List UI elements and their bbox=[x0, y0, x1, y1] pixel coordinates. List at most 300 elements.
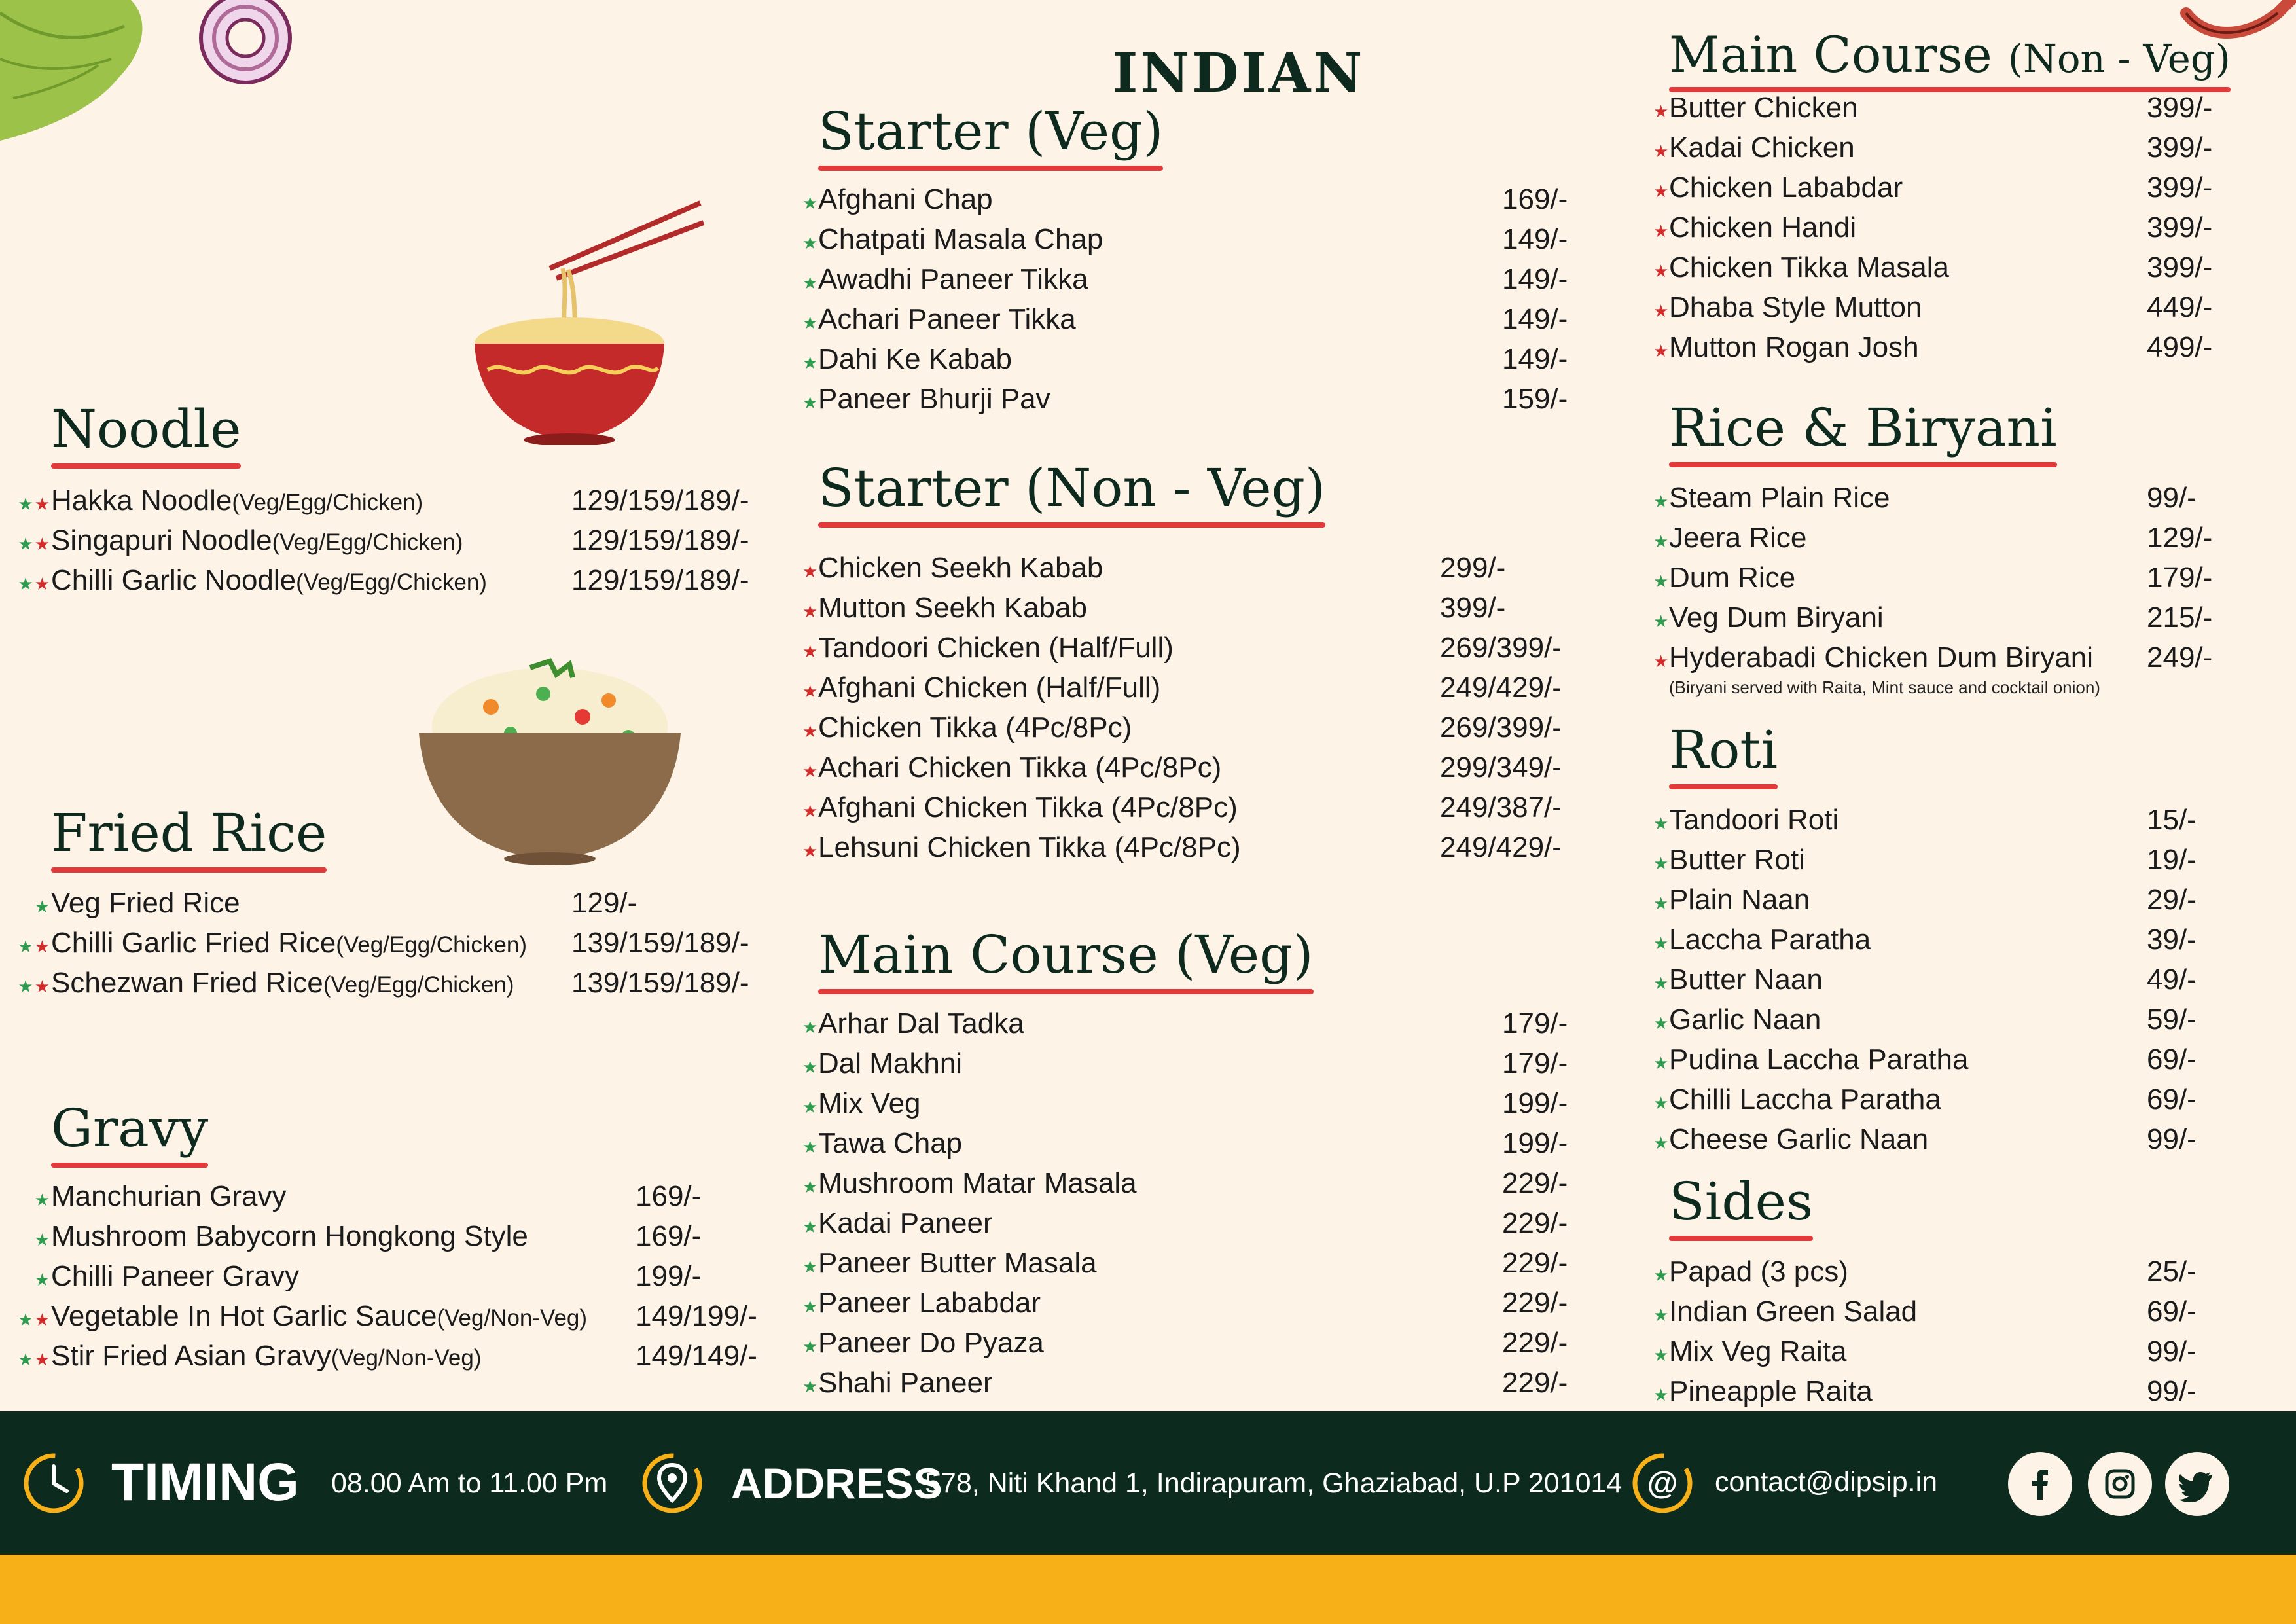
nonveg-star-icon: ★ bbox=[802, 641, 819, 661]
item-price: 129/- bbox=[571, 887, 637, 919]
footer bbox=[0, 1411, 2296, 1555]
veg-star-icon: ★ bbox=[802, 393, 819, 412]
item-price: 299/- bbox=[1440, 552, 1506, 584]
item-price: 99/- bbox=[2147, 1123, 2197, 1155]
item-note: (Veg/Egg/Chicken) bbox=[296, 569, 487, 595]
item-price: 29/- bbox=[2147, 884, 2197, 916]
item-price: 169/- bbox=[636, 1220, 702, 1252]
item-price: 269/399/- bbox=[1440, 712, 1562, 744]
item-name: Chilli Laccha Paratha bbox=[1669, 1083, 1941, 1115]
menu-item bbox=[1653, 1335, 2197, 1375]
item-price: 99/- bbox=[2147, 482, 2197, 514]
menu-item bbox=[1653, 804, 2197, 844]
veg-star-icon: ★ bbox=[802, 1257, 819, 1276]
diet-mark-icon bbox=[13, 1350, 51, 1370]
location-icon bbox=[638, 1449, 706, 1517]
diet-mark-icon bbox=[1653, 1345, 1669, 1365]
item-price: 139/159/189/- bbox=[571, 967, 749, 999]
item-price: 149/- bbox=[1502, 303, 1568, 335]
menu-item bbox=[1653, 132, 2213, 171]
item-name: Hakka Noodle bbox=[51, 484, 232, 516]
item-name: Butter Roti bbox=[1669, 844, 1805, 876]
diet-mark-icon bbox=[13, 1270, 51, 1290]
diet-mark-icon bbox=[13, 1310, 51, 1330]
diet-mark-icon bbox=[13, 937, 51, 957]
veg-star-icon: ★ bbox=[802, 233, 819, 253]
diet-mark-icon bbox=[1653, 1385, 1669, 1405]
veg-star-icon: ★ bbox=[1653, 1093, 1670, 1113]
section-heading bbox=[1669, 398, 2057, 467]
item-name: Manchurian Gravy bbox=[51, 1180, 287, 1212]
item-note: (Veg/Non-Veg) bbox=[331, 1345, 482, 1371]
item-price: 499/- bbox=[2147, 331, 2213, 363]
menu-item bbox=[802, 1007, 1568, 1047]
section-title bbox=[51, 803, 327, 873]
item-price: 179/- bbox=[1502, 1047, 1568, 1079]
menu-item bbox=[802, 751, 1562, 791]
menu-item bbox=[1653, 1295, 2197, 1335]
menu-item bbox=[1653, 884, 2197, 924]
section-title-text: Noodle bbox=[51, 399, 242, 460]
menu-item bbox=[1653, 482, 2197, 522]
veg-star-icon: ★ bbox=[1653, 1133, 1670, 1153]
section-title-text: Fried Rice bbox=[51, 803, 327, 863]
diet-mark-icon bbox=[13, 574, 51, 594]
section-heading bbox=[51, 1098, 208, 1168]
section-underline bbox=[51, 867, 327, 873]
item-name: Veg Dum Biryani bbox=[1669, 602, 1884, 634]
veg-star-icon: ★ bbox=[1653, 973, 1670, 993]
veg-star-icon: ★ bbox=[1653, 532, 1670, 551]
menu-item bbox=[13, 927, 749, 967]
menu-item bbox=[13, 967, 749, 1007]
diet-mark-icon bbox=[1653, 1053, 1669, 1074]
veg-star-icon: ★ bbox=[18, 534, 35, 554]
footer-accent-band bbox=[0, 1555, 2296, 1624]
address-label: ADDRESS bbox=[731, 1459, 942, 1507]
menu-item bbox=[802, 592, 1506, 632]
item-name: Shahi Paneer bbox=[818, 1367, 993, 1399]
diet-mark-icon bbox=[802, 1297, 818, 1317]
instagram-icon[interactable] bbox=[2088, 1452, 2152, 1516]
item-name: Mutton Seekh Kabab bbox=[818, 592, 1087, 624]
item-note: (Veg/Egg/Chicken) bbox=[323, 972, 514, 998]
diet-mark-icon bbox=[802, 353, 818, 373]
item-name: Garlic Naan bbox=[1669, 1003, 1821, 1036]
diet-mark-icon bbox=[1653, 1265, 1669, 1286]
menu-item bbox=[1653, 291, 2213, 331]
item-price: 39/- bbox=[2147, 924, 2197, 956]
veg-star-icon: ★ bbox=[1653, 854, 1670, 873]
item-name: Pineapple Raita bbox=[1669, 1375, 1873, 1407]
nonveg-star-icon: ★ bbox=[34, 1310, 51, 1329]
nonveg-star-icon: ★ bbox=[34, 937, 51, 956]
item-name: Chicken Handi bbox=[1669, 211, 1857, 244]
diet-mark-icon bbox=[1653, 814, 1669, 834]
item-name: Stir Fried Asian Gravy bbox=[51, 1340, 331, 1372]
section-underline bbox=[51, 463, 241, 469]
item-price: 159/- bbox=[1502, 383, 1568, 415]
item-name: Cheese Garlic Naan bbox=[1669, 1123, 1929, 1155]
veg-star-icon: ★ bbox=[802, 1017, 819, 1037]
diet-mark-icon bbox=[802, 1337, 818, 1357]
diet-mark-icon bbox=[1653, 341, 1669, 361]
diet-mark-icon bbox=[1653, 101, 1669, 122]
veg-star-icon: ★ bbox=[18, 494, 35, 514]
menu-item bbox=[802, 791, 1562, 831]
menu-item bbox=[802, 343, 1568, 383]
diet-mark-icon bbox=[1653, 261, 1669, 281]
item-name: Mix Veg Raita bbox=[1669, 1335, 1847, 1367]
nonveg-star-icon: ★ bbox=[1653, 101, 1670, 121]
diet-mark-icon bbox=[1653, 181, 1669, 202]
diet-mark-icon bbox=[802, 641, 818, 662]
timing-label: TIMING bbox=[111, 1453, 299, 1512]
item-price: 299/349/- bbox=[1440, 751, 1562, 784]
menu-item bbox=[802, 1367, 1568, 1407]
section-title-text: Rice & Biryani bbox=[1669, 397, 2057, 458]
item-name: Tandoori Roti bbox=[1669, 804, 1839, 836]
twitter-icon[interactable] bbox=[2165, 1452, 2229, 1516]
menu-item bbox=[1653, 92, 2213, 132]
nonveg-star-icon: ★ bbox=[34, 494, 51, 514]
item-name: Mushroom Matar Masala bbox=[818, 1167, 1137, 1199]
menu-item bbox=[802, 1207, 1568, 1247]
item-name: Paneer Lababdar bbox=[818, 1287, 1041, 1319]
item-name: Afghani Chicken (Half/Full) bbox=[818, 672, 1161, 704]
nonveg-star-icon: ★ bbox=[802, 721, 819, 741]
item-price: 449/- bbox=[2147, 291, 2213, 323]
timing-value: 08.00 Am to 11.00 Pm bbox=[331, 1468, 608, 1499]
section-underline bbox=[818, 989, 1314, 994]
section-heading bbox=[51, 803, 327, 873]
diet-mark-icon bbox=[802, 681, 818, 702]
section-underline bbox=[818, 166, 1163, 171]
diet-mark-icon bbox=[13, 1190, 51, 1210]
menu-item bbox=[13, 1180, 702, 1220]
section-title-text: Roti bbox=[1669, 719, 1778, 780]
menu-item bbox=[802, 383, 1568, 423]
page-title: INDIAN bbox=[1113, 42, 1365, 105]
nonveg-star-icon: ★ bbox=[802, 841, 819, 861]
diet-mark-icon bbox=[1653, 1013, 1669, 1034]
item-price: 149/199/- bbox=[636, 1300, 757, 1332]
item-price: 59/- bbox=[2147, 1003, 2197, 1036]
section-underline bbox=[1669, 462, 2057, 467]
veg-star-icon: ★ bbox=[802, 1137, 819, 1157]
veg-star-icon: ★ bbox=[18, 937, 35, 956]
diet-mark-icon bbox=[802, 1057, 818, 1077]
diet-mark-icon bbox=[802, 1377, 818, 1397]
diet-mark-icon bbox=[1653, 1133, 1669, 1153]
fried-rice-bowl-illustration bbox=[412, 655, 687, 871]
item-price: 69/- bbox=[2147, 1295, 2197, 1327]
item-name: Hyderabadi Chicken Dum Biryani bbox=[1669, 641, 2094, 674]
diet-mark-icon bbox=[1653, 492, 1669, 512]
menu-item bbox=[802, 303, 1568, 343]
veg-star-icon: ★ bbox=[1653, 893, 1670, 913]
item-name: Schezwan Fried Rice bbox=[51, 967, 323, 999]
diet-mark-icon bbox=[802, 1217, 818, 1237]
lettuce-onion-illustration bbox=[0, 0, 327, 151]
item-name: Plain Naan bbox=[1669, 884, 1810, 916]
menu-item bbox=[1653, 331, 2213, 371]
item-name: Mushroom Babycorn Hongkong Style bbox=[51, 1220, 528, 1252]
diet-mark-icon bbox=[802, 273, 818, 293]
veg-star-icon: ★ bbox=[1653, 1053, 1670, 1073]
menu-item bbox=[802, 831, 1562, 871]
nonveg-star-icon: ★ bbox=[1653, 261, 1670, 281]
item-name: Singapuri Noodle bbox=[51, 524, 272, 556]
item-price: 229/- bbox=[1502, 1167, 1568, 1199]
diet-mark-icon bbox=[1653, 973, 1669, 994]
diet-mark-icon bbox=[1653, 651, 1669, 672]
item-name: Tandoori Chicken (Half/Full) bbox=[818, 632, 1174, 664]
section-title bbox=[818, 458, 1325, 528]
item-name: Afghani Chap bbox=[818, 183, 993, 215]
diet-mark-icon bbox=[802, 602, 818, 622]
item-name: Afghani Chicken Tikka (4Pc/8Pc) bbox=[818, 791, 1238, 823]
nonveg-star-icon: ★ bbox=[34, 534, 51, 554]
menu-item bbox=[1653, 1375, 2197, 1415]
diet-mark-icon bbox=[1653, 1305, 1669, 1326]
diet-mark-icon bbox=[802, 562, 818, 582]
item-name: Chatpati Masala Chap bbox=[818, 223, 1103, 255]
item-name: Pudina Laccha Paratha bbox=[1669, 1043, 1969, 1075]
menu-item bbox=[802, 712, 1562, 751]
section-underline bbox=[51, 1163, 208, 1168]
item-price: 149/- bbox=[1502, 263, 1568, 295]
diet-mark-icon bbox=[802, 841, 818, 861]
section-heading bbox=[51, 399, 241, 469]
item-price: 179/- bbox=[2147, 562, 2213, 594]
diet-mark-icon bbox=[1653, 221, 1669, 242]
item-name: Dhaba Style Mutton bbox=[1669, 291, 1922, 323]
diet-mark-icon bbox=[1653, 893, 1669, 914]
menu-item bbox=[802, 183, 1568, 223]
section-title-text: Main Course (Veg) bbox=[818, 924, 1314, 985]
veg-star-icon: ★ bbox=[34, 1230, 51, 1250]
section-heading bbox=[818, 458, 1325, 528]
clock-icon bbox=[20, 1449, 88, 1517]
item-name: Arhar Dal Tadka bbox=[818, 1007, 1024, 1039]
diet-mark-icon bbox=[802, 721, 818, 742]
section-title bbox=[1669, 398, 2057, 467]
section-title bbox=[1669, 1172, 1813, 1241]
item-name: Butter Naan bbox=[1669, 964, 1823, 996]
item-price: 229/- bbox=[1502, 1247, 1568, 1279]
section-heading bbox=[818, 101, 1163, 171]
veg-star-icon: ★ bbox=[802, 313, 819, 333]
svg-text:@: @ bbox=[1647, 1466, 1678, 1501]
nonveg-star-icon: ★ bbox=[34, 574, 51, 594]
diet-mark-icon bbox=[802, 1097, 818, 1117]
menu-item bbox=[13, 1260, 702, 1300]
veg-star-icon: ★ bbox=[1653, 1385, 1670, 1405]
item-price: 169/- bbox=[1502, 183, 1568, 215]
section-title-text: Starter (Non - Veg) bbox=[818, 458, 1326, 518]
section-heading bbox=[1669, 720, 1778, 789]
item-price: 399/- bbox=[2147, 92, 2213, 124]
menu-item bbox=[1653, 562, 2213, 602]
item-name: Steam Plain Rice bbox=[1669, 482, 1890, 514]
section-title-text: Starter (Veg) bbox=[818, 101, 1164, 162]
menu-item bbox=[802, 1327, 1568, 1367]
item-price: 399/- bbox=[2147, 211, 2213, 244]
menu-item bbox=[1653, 522, 2213, 562]
item-price: 229/- bbox=[1502, 1367, 1568, 1399]
diet-mark-icon bbox=[802, 761, 818, 782]
veg-star-icon: ★ bbox=[1653, 1265, 1670, 1285]
item-note: (Veg/Egg/Chicken) bbox=[232, 490, 423, 515]
item-price: 169/- bbox=[636, 1180, 702, 1212]
menu-item bbox=[1653, 171, 2213, 211]
menu-item bbox=[1653, 602, 2213, 641]
item-name: Mix Veg bbox=[818, 1087, 921, 1119]
item-price: 179/- bbox=[1502, 1007, 1568, 1039]
item-price: 25/- bbox=[2147, 1255, 2197, 1288]
menu-item bbox=[1653, 1255, 2197, 1295]
item-note: (Veg/Non-Veg) bbox=[437, 1305, 588, 1331]
menu-item bbox=[1653, 251, 2213, 291]
item-price: 399/- bbox=[2147, 251, 2213, 283]
diet-mark-icon bbox=[1653, 611, 1669, 632]
diet-mark-icon bbox=[802, 233, 818, 253]
veg-star-icon: ★ bbox=[1653, 611, 1670, 631]
veg-star-icon: ★ bbox=[34, 1190, 51, 1210]
veg-star-icon: ★ bbox=[1653, 492, 1670, 511]
item-name: Chicken Tikka Masala bbox=[1669, 251, 1949, 283]
section-underline bbox=[1669, 784, 1778, 789]
veg-star-icon: ★ bbox=[18, 1350, 35, 1369]
item-price: 99/- bbox=[2147, 1375, 2197, 1407]
menu-item bbox=[1653, 641, 2213, 681]
nonveg-star-icon: ★ bbox=[802, 801, 819, 821]
item-price: 19/- bbox=[2147, 844, 2197, 876]
veg-star-icon: ★ bbox=[1653, 571, 1670, 591]
diet-mark-icon bbox=[802, 193, 818, 213]
item-price: 199/- bbox=[1502, 1087, 1568, 1119]
section-title-text: Main Course bbox=[1669, 26, 2008, 84]
veg-star-icon: ★ bbox=[34, 897, 51, 916]
diet-mark-icon bbox=[1653, 854, 1669, 874]
item-price: 399/- bbox=[2147, 171, 2213, 204]
section-title bbox=[818, 101, 1163, 171]
item-price: 229/- bbox=[1502, 1287, 1568, 1319]
item-price: 69/- bbox=[2147, 1083, 2197, 1115]
diet-mark-icon bbox=[802, 1017, 818, 1038]
menu-item bbox=[802, 1047, 1568, 1087]
diet-mark-icon bbox=[1653, 532, 1669, 552]
menu-item bbox=[1653, 1003, 2197, 1043]
section-underline bbox=[818, 522, 1325, 528]
noodle-bowl-illustration bbox=[471, 196, 707, 445]
section-title bbox=[51, 1098, 208, 1168]
item-note: (Veg/Egg/Chicken) bbox=[272, 530, 463, 555]
item-name: Achari Chicken Tikka (4Pc/8Pc) bbox=[818, 751, 1222, 784]
diet-mark-icon bbox=[13, 534, 51, 554]
veg-star-icon: ★ bbox=[18, 1310, 35, 1329]
item-price: 199/- bbox=[1502, 1127, 1568, 1159]
item-price: 129/159/189/- bbox=[571, 524, 749, 556]
diet-mark-icon bbox=[802, 1257, 818, 1277]
menu-item bbox=[802, 1127, 1568, 1167]
item-name: Dal Makhni bbox=[818, 1047, 963, 1079]
section-title-sub: (Non - Veg) bbox=[2007, 36, 2231, 81]
item-name: Chilli Garlic Noodle bbox=[51, 564, 296, 596]
item-price: 149/- bbox=[1502, 223, 1568, 255]
item-price: 129/159/189/- bbox=[571, 484, 749, 516]
item-name: Chilli Garlic Fried Rice bbox=[51, 927, 336, 959]
veg-star-icon: ★ bbox=[802, 1177, 819, 1197]
nonveg-star-icon: ★ bbox=[1653, 181, 1670, 201]
menu-item bbox=[802, 1087, 1568, 1127]
contact-value[interactable]: contact@dipsip.in bbox=[1715, 1466, 1938, 1498]
diet-mark-icon bbox=[1653, 1093, 1669, 1113]
item-price: 249/- bbox=[2147, 641, 2213, 674]
item-price: 399/- bbox=[1440, 592, 1506, 624]
menu-item bbox=[13, 887, 637, 927]
menu-item bbox=[13, 484, 749, 524]
diet-mark-icon bbox=[802, 1137, 818, 1157]
item-note: (Veg/Egg/Chicken) bbox=[336, 932, 528, 958]
section-heading bbox=[818, 925, 1314, 994]
section-title bbox=[51, 399, 241, 469]
diet-mark-icon bbox=[802, 393, 818, 413]
nonveg-star-icon: ★ bbox=[34, 977, 51, 996]
diet-mark-icon bbox=[13, 897, 51, 917]
facebook-icon[interactable] bbox=[2008, 1452, 2072, 1516]
veg-star-icon: ★ bbox=[802, 1337, 819, 1356]
diet-mark-icon bbox=[1653, 301, 1669, 321]
address-value: 578, Niti Khand 1, Indirapuram, Ghaziabad, U.P 201014 bbox=[925, 1468, 1623, 1499]
item-name: Vegetable In Hot Garlic Sauce bbox=[51, 1300, 437, 1332]
item-price: 149/- bbox=[1502, 343, 1568, 375]
menu-item bbox=[802, 632, 1562, 672]
section-title-text: Sides bbox=[1669, 1171, 1813, 1232]
item-name: Veg Fried Rice bbox=[51, 887, 240, 919]
item-name: Awadhi Paneer Tikka bbox=[818, 263, 1088, 295]
diet-mark-icon bbox=[13, 977, 51, 997]
item-price: 229/- bbox=[1502, 1207, 1568, 1239]
veg-star-icon: ★ bbox=[802, 1377, 819, 1396]
nonveg-star-icon: ★ bbox=[1653, 341, 1670, 361]
veg-star-icon: ★ bbox=[802, 1217, 819, 1236]
veg-star-icon: ★ bbox=[802, 1057, 819, 1077]
veg-star-icon: ★ bbox=[34, 1270, 51, 1290]
menu-item bbox=[13, 524, 749, 564]
nonveg-star-icon: ★ bbox=[802, 681, 819, 701]
veg-star-icon: ★ bbox=[802, 193, 819, 213]
item-price: 215/- bbox=[2147, 602, 2213, 634]
item-price: 49/- bbox=[2147, 964, 2197, 996]
menu-item bbox=[13, 1300, 757, 1340]
item-name: Kadai Paneer bbox=[818, 1207, 993, 1239]
veg-star-icon: ★ bbox=[802, 1097, 819, 1117]
diet-mark-icon bbox=[1653, 571, 1669, 592]
menu-item bbox=[1653, 964, 2197, 1003]
item-price: 149/149/- bbox=[636, 1340, 757, 1372]
item-name: Tawa Chap bbox=[818, 1127, 963, 1159]
item-name: Dahi Ke Kabab bbox=[818, 343, 1012, 375]
nonveg-star-icon: ★ bbox=[1653, 141, 1670, 161]
nonveg-star-icon: ★ bbox=[802, 562, 819, 581]
veg-star-icon: ★ bbox=[1653, 1345, 1670, 1365]
veg-star-icon: ★ bbox=[18, 574, 35, 594]
item-price: 249/429/- bbox=[1440, 672, 1562, 704]
item-name: Butter Chicken bbox=[1669, 92, 1858, 124]
diet-mark-icon bbox=[802, 801, 818, 821]
